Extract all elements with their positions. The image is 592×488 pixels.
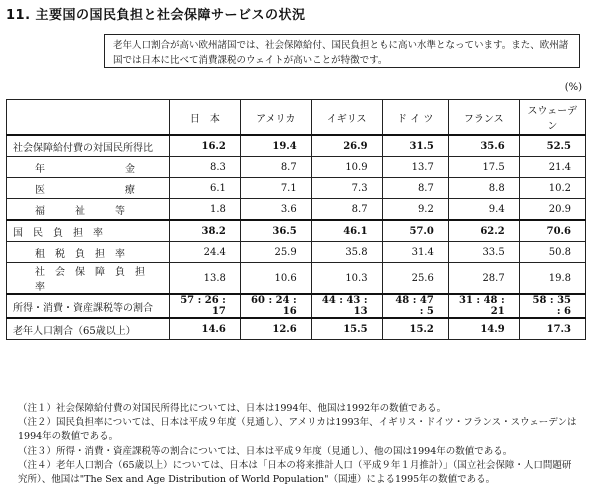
col-header: アメリカ xyxy=(240,100,311,136)
cell: 70.6 xyxy=(519,220,585,242)
row-label: 租 税 負 担 率 xyxy=(7,242,170,263)
cell: 9.2 xyxy=(382,199,448,221)
cell: 20.9 xyxy=(519,199,585,221)
table-row xyxy=(7,157,586,178)
table-row xyxy=(7,220,586,242)
cell: 28.7 xyxy=(448,263,519,295)
table-row xyxy=(7,294,586,318)
cell: 3.6 xyxy=(240,199,311,221)
col-header: 日 本 xyxy=(170,100,241,136)
cell: 12.6 xyxy=(240,318,311,340)
unit-label: (%) xyxy=(564,82,582,93)
note-item: （注１）社会保障給付費の対国民所得比については、日本は1994年、他国は1992年の数値である。 xyxy=(18,403,447,414)
note-item: （注４）老年人口割合（65歳以上）については、日本は「日本の将来推計人口（平成９年１月推計）」（国立社会保障・人口問題研究所）、他国は"The Sex and Age Distribution of World Population"（国連）による1995年の数値である。 xyxy=(18,459,572,486)
cell: 33.5 xyxy=(448,242,519,263)
row-label: 老年人口割合（65歳以上） xyxy=(7,318,170,340)
cell: 44 : 43 : 13 xyxy=(311,294,382,318)
row-label: 社会保障給付費の対国民所得比 xyxy=(7,135,170,157)
row-label: 社 会 保 障 負 担 率 xyxy=(7,263,170,295)
row-label: 年 金 xyxy=(7,157,170,178)
cell: 48 : 47 : 5 xyxy=(382,294,448,318)
row-label: 福 祉 等 xyxy=(7,199,170,221)
cell: 50.8 xyxy=(519,242,585,263)
cell: 8.8 xyxy=(448,178,519,199)
table-row xyxy=(7,242,586,263)
cell: 24.4 xyxy=(170,242,241,263)
col-header: フランス xyxy=(448,100,519,136)
intro-box: 老年人口割合が高い欧州諸国では、社会保障給付、国民負担ともに高い水準となっています。また、欧州諸国では日本に比べて消費課税のウェイトが高いことが特徴です。 xyxy=(104,34,580,68)
cell: 26.9 xyxy=(311,135,382,157)
cell: 6.1 xyxy=(170,178,241,199)
cell: 9.4 xyxy=(448,199,519,221)
cell: 19.8 xyxy=(519,263,585,295)
cell: 1.8 xyxy=(170,199,241,221)
cell: 8.7 xyxy=(382,178,448,199)
cell: 57.0 xyxy=(382,220,448,242)
header-blank xyxy=(7,100,170,136)
cell: 25.9 xyxy=(240,242,311,263)
page-title: 11. 主要国の国民負担と社会保障サービスの状況 xyxy=(6,8,306,23)
cell: 57 : 26 : 17 xyxy=(170,294,241,318)
cell: 14.9 xyxy=(448,318,519,340)
cell: 36.5 xyxy=(240,220,311,242)
cell: 62.2 xyxy=(448,220,519,242)
cell: 7.1 xyxy=(240,178,311,199)
cell: 46.1 xyxy=(311,220,382,242)
col-header: イギリス xyxy=(311,100,382,136)
cell: 35.8 xyxy=(311,242,382,263)
cell: 14.6 xyxy=(170,318,241,340)
cell: 8.3 xyxy=(170,157,241,178)
cell: 58 : 35 : 6 xyxy=(519,294,585,318)
table-header-row xyxy=(7,100,586,136)
note-item: （注２）国民負担率については、日本は平成９年度（見通し）、アメリカは1993年、イギリス・ドイツ・フランス・スウェーデンは1994年の数値である。 xyxy=(18,417,577,443)
row-label: 所得・消費・資産課税等の割合 xyxy=(7,294,170,318)
cell: 15.5 xyxy=(311,318,382,340)
cell: 31.5 xyxy=(382,135,448,157)
table-row xyxy=(7,263,586,295)
cell: 13.7 xyxy=(382,157,448,178)
cell: 16.2 xyxy=(170,135,241,157)
cell: 38.2 xyxy=(170,220,241,242)
cell: 25.6 xyxy=(382,263,448,295)
cell: 10.3 xyxy=(311,263,382,295)
col-header: スウェーデン xyxy=(519,100,585,136)
table-row xyxy=(7,135,586,157)
cell: 17.3 xyxy=(519,318,585,340)
notes-section xyxy=(18,402,578,487)
table-row xyxy=(7,318,586,340)
row-label: 医 療 xyxy=(7,178,170,199)
cell: 17.5 xyxy=(448,157,519,178)
cell: 19.4 xyxy=(240,135,311,157)
row-label: 国 民 負 担 率 xyxy=(7,220,170,242)
cell: 8.7 xyxy=(311,199,382,221)
cell: 8.7 xyxy=(240,157,311,178)
cell: 10.9 xyxy=(311,157,382,178)
comparison-table xyxy=(6,99,586,340)
cell: 31 : 48 : 21 xyxy=(448,294,519,318)
cell: 7.3 xyxy=(311,178,382,199)
cell: 60 : 24 : 16 xyxy=(240,294,311,318)
table-row xyxy=(7,178,586,199)
cell: 15.2 xyxy=(382,318,448,340)
cell: 10.6 xyxy=(240,263,311,295)
cell: 21.4 xyxy=(519,157,585,178)
table-row xyxy=(7,199,586,221)
cell: 35.6 xyxy=(448,135,519,157)
note-item: （注３）所得・消費・資産課税等の割合については、日本は平成９年度（見通し）、他の国は1994年の数値である。 xyxy=(18,445,513,457)
col-header: ド イ ツ xyxy=(382,100,448,136)
cell: 31.4 xyxy=(382,242,448,263)
cell: 13.8 xyxy=(170,263,241,295)
cell: 52.5 xyxy=(519,135,585,157)
cell: 10.2 xyxy=(519,178,585,199)
